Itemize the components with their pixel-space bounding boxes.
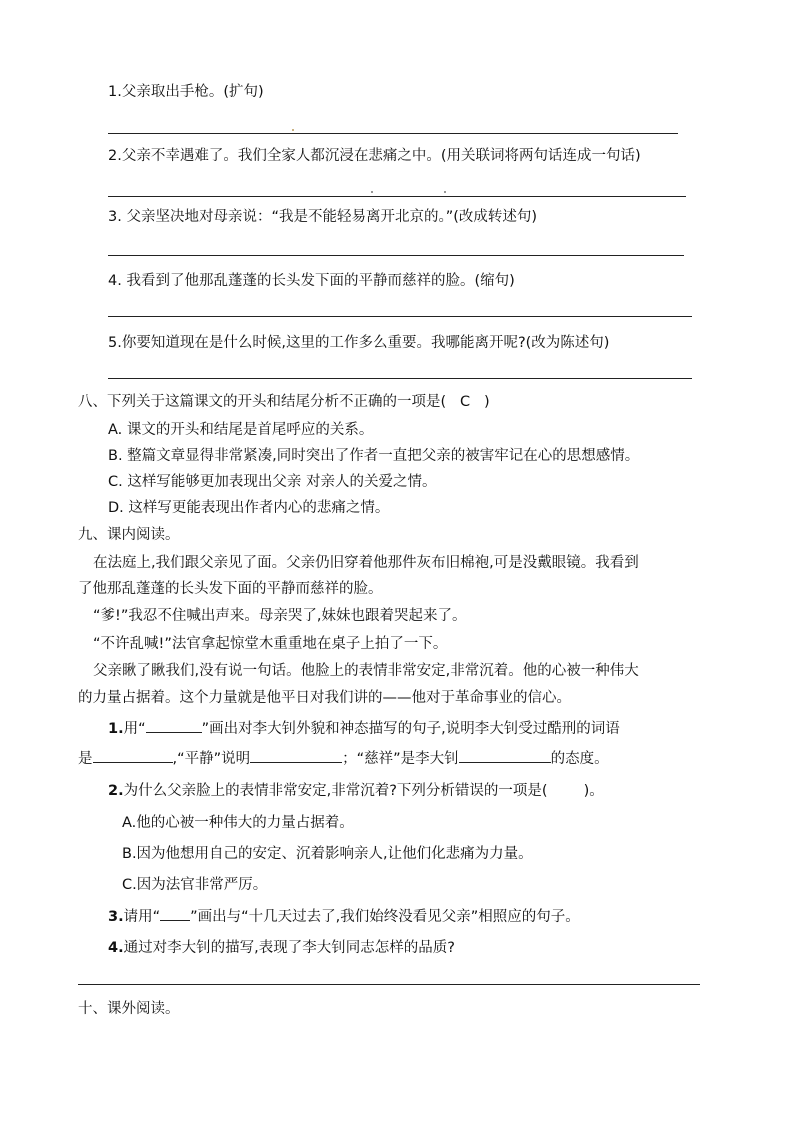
question-2-end: )。 bbox=[583, 783, 604, 799]
rewrite-item-2: 2.父亲不幸遇难了。我们全家人都沉浸在悲痛之中。(用关联词将两句话连成一句话) bbox=[108, 148, 641, 164]
answer-line-q4[interactable] bbox=[78, 984, 700, 985]
rewrite-item-4: 4. 我看到了他那乱蓬蓬的长头发下面的平静而慈祥的脸。(缩句) bbox=[108, 273, 515, 289]
question-1-text-e: ；“慈祥”是李大钊 bbox=[342, 751, 459, 767]
passage-line-3: “爹!”我忍不住喊出声来。母亲哭了,妹妹也跟着哭起来了。 bbox=[93, 608, 467, 624]
answer-line-1[interactable] bbox=[108, 133, 678, 134]
option-c: C. 这样写能够更加表现出父亲 对亲人的关爱之情。 bbox=[108, 474, 437, 490]
underline-sample bbox=[160, 906, 190, 921]
question-1-text-a: 用“ bbox=[123, 721, 146, 737]
question-3-number: 3. bbox=[108, 909, 124, 925]
section-8-heading bbox=[78, 392, 490, 412]
blank-word[interactable] bbox=[93, 748, 173, 763]
question-2-option-c: C.因为法官非常严厉。 bbox=[122, 877, 268, 893]
section-8-answer: C bbox=[459, 394, 471, 410]
question-1-text-f: 的态度。 bbox=[550, 751, 609, 767]
section-8-question: 八、下列关于这篇课文的开头和结尾分析不正确的一项是( bbox=[78, 394, 447, 410]
question-1-text-c: 是 bbox=[78, 751, 93, 767]
question-2-option-b: B.因为他想用自己的安定、沉着影响亲人,让他们化悲痛为力量。 bbox=[122, 846, 533, 862]
decorative-dot bbox=[292, 129, 294, 131]
passage-line-1: 在法庭上,我们跟父亲见了面。父亲仍旧穿着他那件灰布旧棉袍,可是没戴眼镜。我看到 bbox=[93, 555, 639, 571]
option-a: A. 课文的开头和结尾是首尾呼应的关系。 bbox=[108, 422, 374, 438]
rewrite-item-5: 5.你要知道现在是什么时候,这里的工作多么重要。我哪能离开呢?(改为陈述句) bbox=[108, 335, 610, 351]
question-1-number: 1. bbox=[108, 721, 124, 737]
option-b: B. 整篇文章显得非常紧凑,同时突出了作者一直把父亲的被害牢记在心的思想感情。 bbox=[108, 448, 640, 464]
question-4-number: 4. bbox=[108, 940, 124, 956]
option-d: D. 这样写更能表现出作者内心的悲痛之情。 bbox=[108, 500, 390, 516]
question-3-text-b: ”画出与“十几天过去了,我们始终没看见父亲”相照应的句子。 bbox=[190, 909, 580, 925]
decorative-dot bbox=[371, 191, 373, 193]
question-1-line-1 bbox=[108, 718, 620, 739]
rewrite-item-3: 3. 父亲坚决地对母亲说：“我是不能轻易离开北京的。”(改成转述句) bbox=[108, 209, 538, 225]
question-2 bbox=[108, 781, 604, 801]
section-9-heading: 九、课内阅读。 bbox=[78, 527, 180, 543]
rewrite-item-1: 1.父亲取出手枪。(扩句) bbox=[108, 84, 264, 100]
answer-line-4[interactable] bbox=[108, 316, 692, 317]
passage-line-6: 的力量占据着。这个力量就是他平日对我们讲的——他对于革命事业的信心。 bbox=[78, 690, 571, 706]
blank-cixiang[interactable] bbox=[459, 748, 551, 763]
question-2-option-a: A.他的心被一种伟大的力量占据着。 bbox=[122, 815, 354, 831]
decorative-dot bbox=[444, 191, 446, 193]
question-4 bbox=[108, 938, 455, 958]
question-3 bbox=[108, 906, 580, 927]
question-3-text-a: 请用“ bbox=[123, 909, 161, 925]
question-1-text-d: ,“平静”说明 bbox=[172, 751, 251, 767]
question-2-number: 2. bbox=[108, 783, 124, 799]
answer-line-5[interactable] bbox=[108, 378, 692, 379]
section-8-paren: ) bbox=[483, 394, 490, 410]
section-10-heading: 十、课外阅读。 bbox=[78, 1001, 180, 1017]
answer-line-2[interactable] bbox=[108, 196, 686, 197]
question-4-text: 通过对李大钊的描写,表现了李大钊同志怎样的品质? bbox=[123, 940, 455, 956]
underline-sample bbox=[146, 718, 202, 733]
passage-line-4: “不许乱喊!”法官拿起惊堂木重重地在桌子上拍了一下。 bbox=[93, 636, 448, 652]
question-2-text: 为什么父亲脸上的表情非常安定,非常沉着?下列分析错误的一项是( bbox=[123, 783, 548, 799]
blank-pingjing[interactable] bbox=[250, 748, 342, 763]
passage-line-5: 父亲瞅了瞅我们,没有说一句话。他脸上的表情非常安定,非常沉着。他的心被一种伟大 bbox=[93, 663, 639, 679]
question-1-line-2 bbox=[78, 748, 609, 769]
question-1-text-b: ”画出对李大钊外貌和神态描写的句子,说明李大钊受过酷刑的词语 bbox=[201, 721, 620, 737]
passage-line-2: 了他那乱蓬蓬的长头发下面的平静而慈祥的脸。 bbox=[78, 581, 383, 597]
answer-line-3[interactable] bbox=[108, 255, 684, 256]
